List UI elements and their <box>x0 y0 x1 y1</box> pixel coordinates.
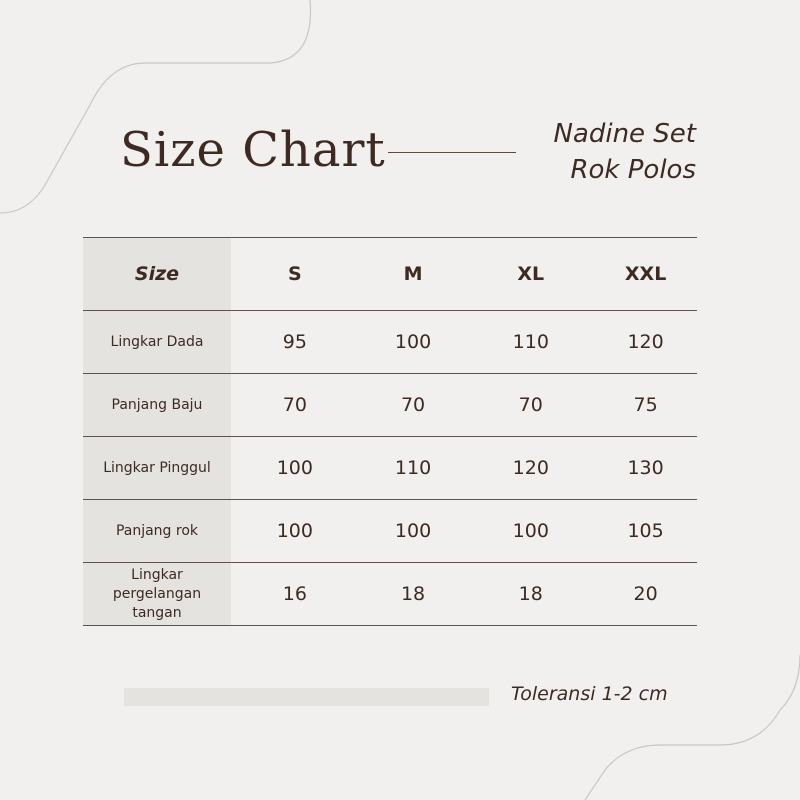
product-name <box>553 116 696 188</box>
product-name-line2: Rok Polos <box>570 155 696 185</box>
cell-value: 20 <box>594 563 697 626</box>
cell-value: 110 <box>359 437 468 500</box>
cell-value: 18 <box>467 563 594 626</box>
cell-value: 110 <box>467 311 594 374</box>
cell-value: 16 <box>231 563 359 626</box>
cell-value: 130 <box>594 437 697 500</box>
page-title: Size Chart <box>120 122 386 178</box>
size-header-xl: XL <box>467 238 594 311</box>
row-label: Panjang rok <box>83 500 231 563</box>
table-row <box>83 563 697 626</box>
cell-value: 18 <box>359 563 468 626</box>
cell-value: 100 <box>359 311 468 374</box>
row-label: Lingkar Dada <box>83 311 231 374</box>
table-row <box>83 374 697 437</box>
size-header-label: Size <box>83 238 231 311</box>
product-name-line1: Nadine Set <box>553 119 696 149</box>
cell-value: 100 <box>231 437 359 500</box>
tolerance-bar <box>124 688 489 706</box>
table-row <box>83 437 697 500</box>
tolerance-note: Toleransi 1-2 cm <box>511 683 668 705</box>
size-table <box>83 237 697 626</box>
cell-value: 70 <box>359 374 468 437</box>
cell-value: 100 <box>231 500 359 563</box>
cell-value: 120 <box>594 311 697 374</box>
size-header-m: M <box>359 238 468 311</box>
cell-value: 95 <box>231 311 359 374</box>
row-label: Lingkar Pinggul <box>83 437 231 500</box>
cell-value: 100 <box>467 500 594 563</box>
cell-value: 105 <box>594 500 697 563</box>
size-header-s: S <box>231 238 359 311</box>
cell-value: 75 <box>594 374 697 437</box>
table-row <box>83 311 697 374</box>
cell-value: 70 <box>467 374 594 437</box>
cell-value: 100 <box>359 500 468 563</box>
size-header-row <box>83 238 697 311</box>
row-label: Lingkar pergelangan tangan <box>83 563 231 626</box>
row-label: Panjang Baju <box>83 374 231 437</box>
cell-value: 70 <box>231 374 359 437</box>
size-header-xxl: XXL <box>594 238 697 311</box>
cell-value: 120 <box>467 437 594 500</box>
title-divider <box>388 152 516 153</box>
table-row <box>83 500 697 563</box>
